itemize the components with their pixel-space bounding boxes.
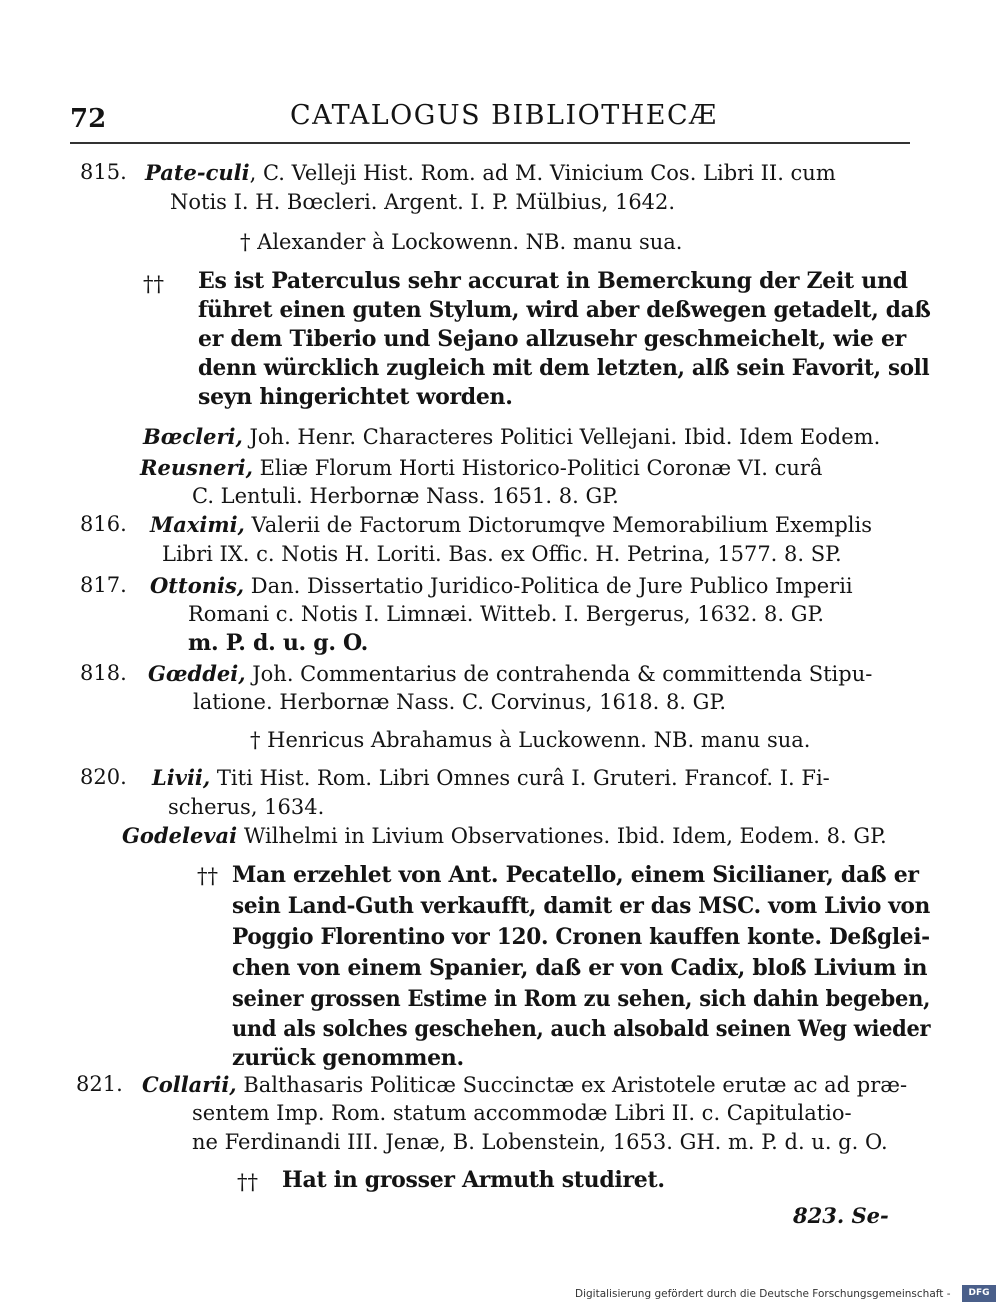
running-head: CATALOGUS BIBLIOTHECÆ [290, 100, 718, 131]
annotation-line: führet einen guten Stylum, wird aber deßwegen getadelt, daß [198, 297, 931, 323]
entry-line: Romani c. Notis I. Limnæi. Witteb. I. Bergerus, 1632. 8. GP. [188, 602, 825, 626]
entry-first-line [145, 160, 836, 186]
double-dagger-mark: †† [143, 272, 164, 296]
entry-text: Joh. Commentarius de contrahenda & committenda Stipu- [252, 662, 873, 686]
entry-number: 818. [80, 661, 127, 685]
entry-line: Libri IX. c. Notis H. Loriti. Bas. ex Offic. H. Petrina, 1577. 8. SP. [162, 542, 842, 566]
annotation-line: Hat in grosser Armuth studiret. [282, 1167, 665, 1193]
entry-text: Joh. Henr. Characteres Politici Vellejani. Ibid. Idem Eodem. [249, 425, 881, 449]
entry-author: Ottonis, [150, 573, 245, 598]
annotation-line: und als solches geschehen, auch alsobald seinen Weg wieder [232, 1016, 931, 1042]
entry-line: sentem Imp. Rom. statum accommodæ Libri II. c. Capitulatio- [192, 1101, 852, 1125]
digitization-note: Digitalisierung gefördert durch die Deutsche Forschungsgemeinschaft - [575, 1288, 951, 1300]
entry-text: Valerii de Factorum Dictorumqve Memorabilium Exemplis [251, 513, 873, 537]
entry-text: Wilhelmi in Livium Observationes. Ibid. Idem, Eodem. 8. GP. [243, 824, 887, 848]
entry-number: 820. [80, 765, 127, 789]
entry-author: Maximi, [150, 512, 245, 537]
page-number: 72 [70, 104, 107, 134]
annotation-line: er dem Tiberio und Sejano allzusehr geschmeichelt, wie er [198, 326, 906, 352]
entry-text: Eliæ Florum Horti Historico-Politici Coronæ VI. curâ [259, 456, 823, 480]
annotation-line: denn würcklich zugleich mit dem letzten, alß sein Favorit, soll [198, 355, 930, 381]
entry-first-line [142, 1072, 907, 1098]
annotation-line: sein Land-Guth verkaufft, damit er das MSC. vom Livio von [232, 893, 931, 919]
entry-author: Bœcleri, [143, 424, 243, 449]
entry-first-line [150, 573, 853, 599]
entry-author: Reusneri, [140, 455, 253, 480]
entry-line: C. Lentuli. Herbornæ Nass. 1651. 8. GP. [192, 484, 619, 508]
entry-text: Dan. Dissertatio Juridico-Politica de Jure Publico Imperii [250, 574, 853, 598]
entry-first-line [152, 765, 830, 791]
entry-author: Pate-culi [145, 160, 250, 185]
entry-line: scherus, 1634. [168, 795, 325, 819]
catchword: 823. Se- [793, 1203, 889, 1228]
entry-first-line [148, 661, 872, 687]
annotation-line: chen von einem Spanier, daß er von Cadix, bloß Livium in [232, 955, 928, 981]
entry-number: 815. [80, 160, 127, 184]
entry-line: Notis I. H. Bœcleri. Argent. I. P. Mülbius, 1642. [170, 190, 676, 214]
page-header [70, 100, 930, 136]
entry-first-line [143, 424, 880, 450]
entry-line: ne Ferdinandi III. Jenæ, B. Lobenstein, 1653. GH. m. P. d. u. g. O. [192, 1130, 888, 1154]
entry-text: Titi Hist. Rom. Libri Omnes curâ I. Gruteri. Francof. I. Fi- [216, 766, 830, 790]
annotation-line: Poggio Florentino vor 120. Cronen kauffen konte. Deßglei- [232, 924, 930, 950]
entry-number: 816. [80, 512, 127, 536]
entry-first-line [150, 512, 872, 538]
provenance-note: † Henricus Abrahamus à Luckowenn. NB. manu sua. [250, 728, 811, 752]
double-dagger-mark: †† [237, 1170, 258, 1194]
entry-text: Balthasaris Politicæ Succinctæ ex Aristotele erutæ ac ad præ- [243, 1073, 908, 1097]
dfg-logo: DFG [962, 1285, 996, 1302]
annotation-line: seyn hingerichtet worden. [198, 384, 513, 410]
annotation-line: Es ist Paterculus sehr accurat in Bemerckung der Zeit und [198, 268, 908, 294]
annotation-line: zurück genommen. [232, 1045, 464, 1071]
entry-number: 817. [80, 573, 127, 597]
annotation-line: Man erzehlet von Ant. Pecatello, einem Sicilianer, daß er [232, 862, 919, 888]
header-rule [70, 142, 910, 144]
entry-text: , C. Velleji Hist. Rom. ad M. Vinicium Cos. Libri II. cum [249, 161, 836, 185]
entry-author: Collarii, [142, 1072, 237, 1097]
entry-first-line [122, 823, 887, 849]
provenance-note: † Alexander à Lockowenn. NB. manu sua. [240, 230, 683, 254]
entry-first-line [140, 455, 822, 481]
entry-number: 821. [76, 1072, 123, 1096]
entry-line: latione. Herbornæ Nass. C. Corvinus, 1618. 8. GP. [193, 690, 726, 714]
annotation-line: seiner grossen Estime in Rom zu sehen, sich dahin begeben, [232, 986, 931, 1012]
entry-line: m. P. d. u. g. O. [188, 630, 368, 656]
entry-author: Gœddei, [148, 661, 246, 686]
entry-author: Godelevai [122, 823, 238, 848]
double-dagger-mark: †† [197, 864, 218, 888]
entry-author: Livii, [152, 765, 211, 790]
